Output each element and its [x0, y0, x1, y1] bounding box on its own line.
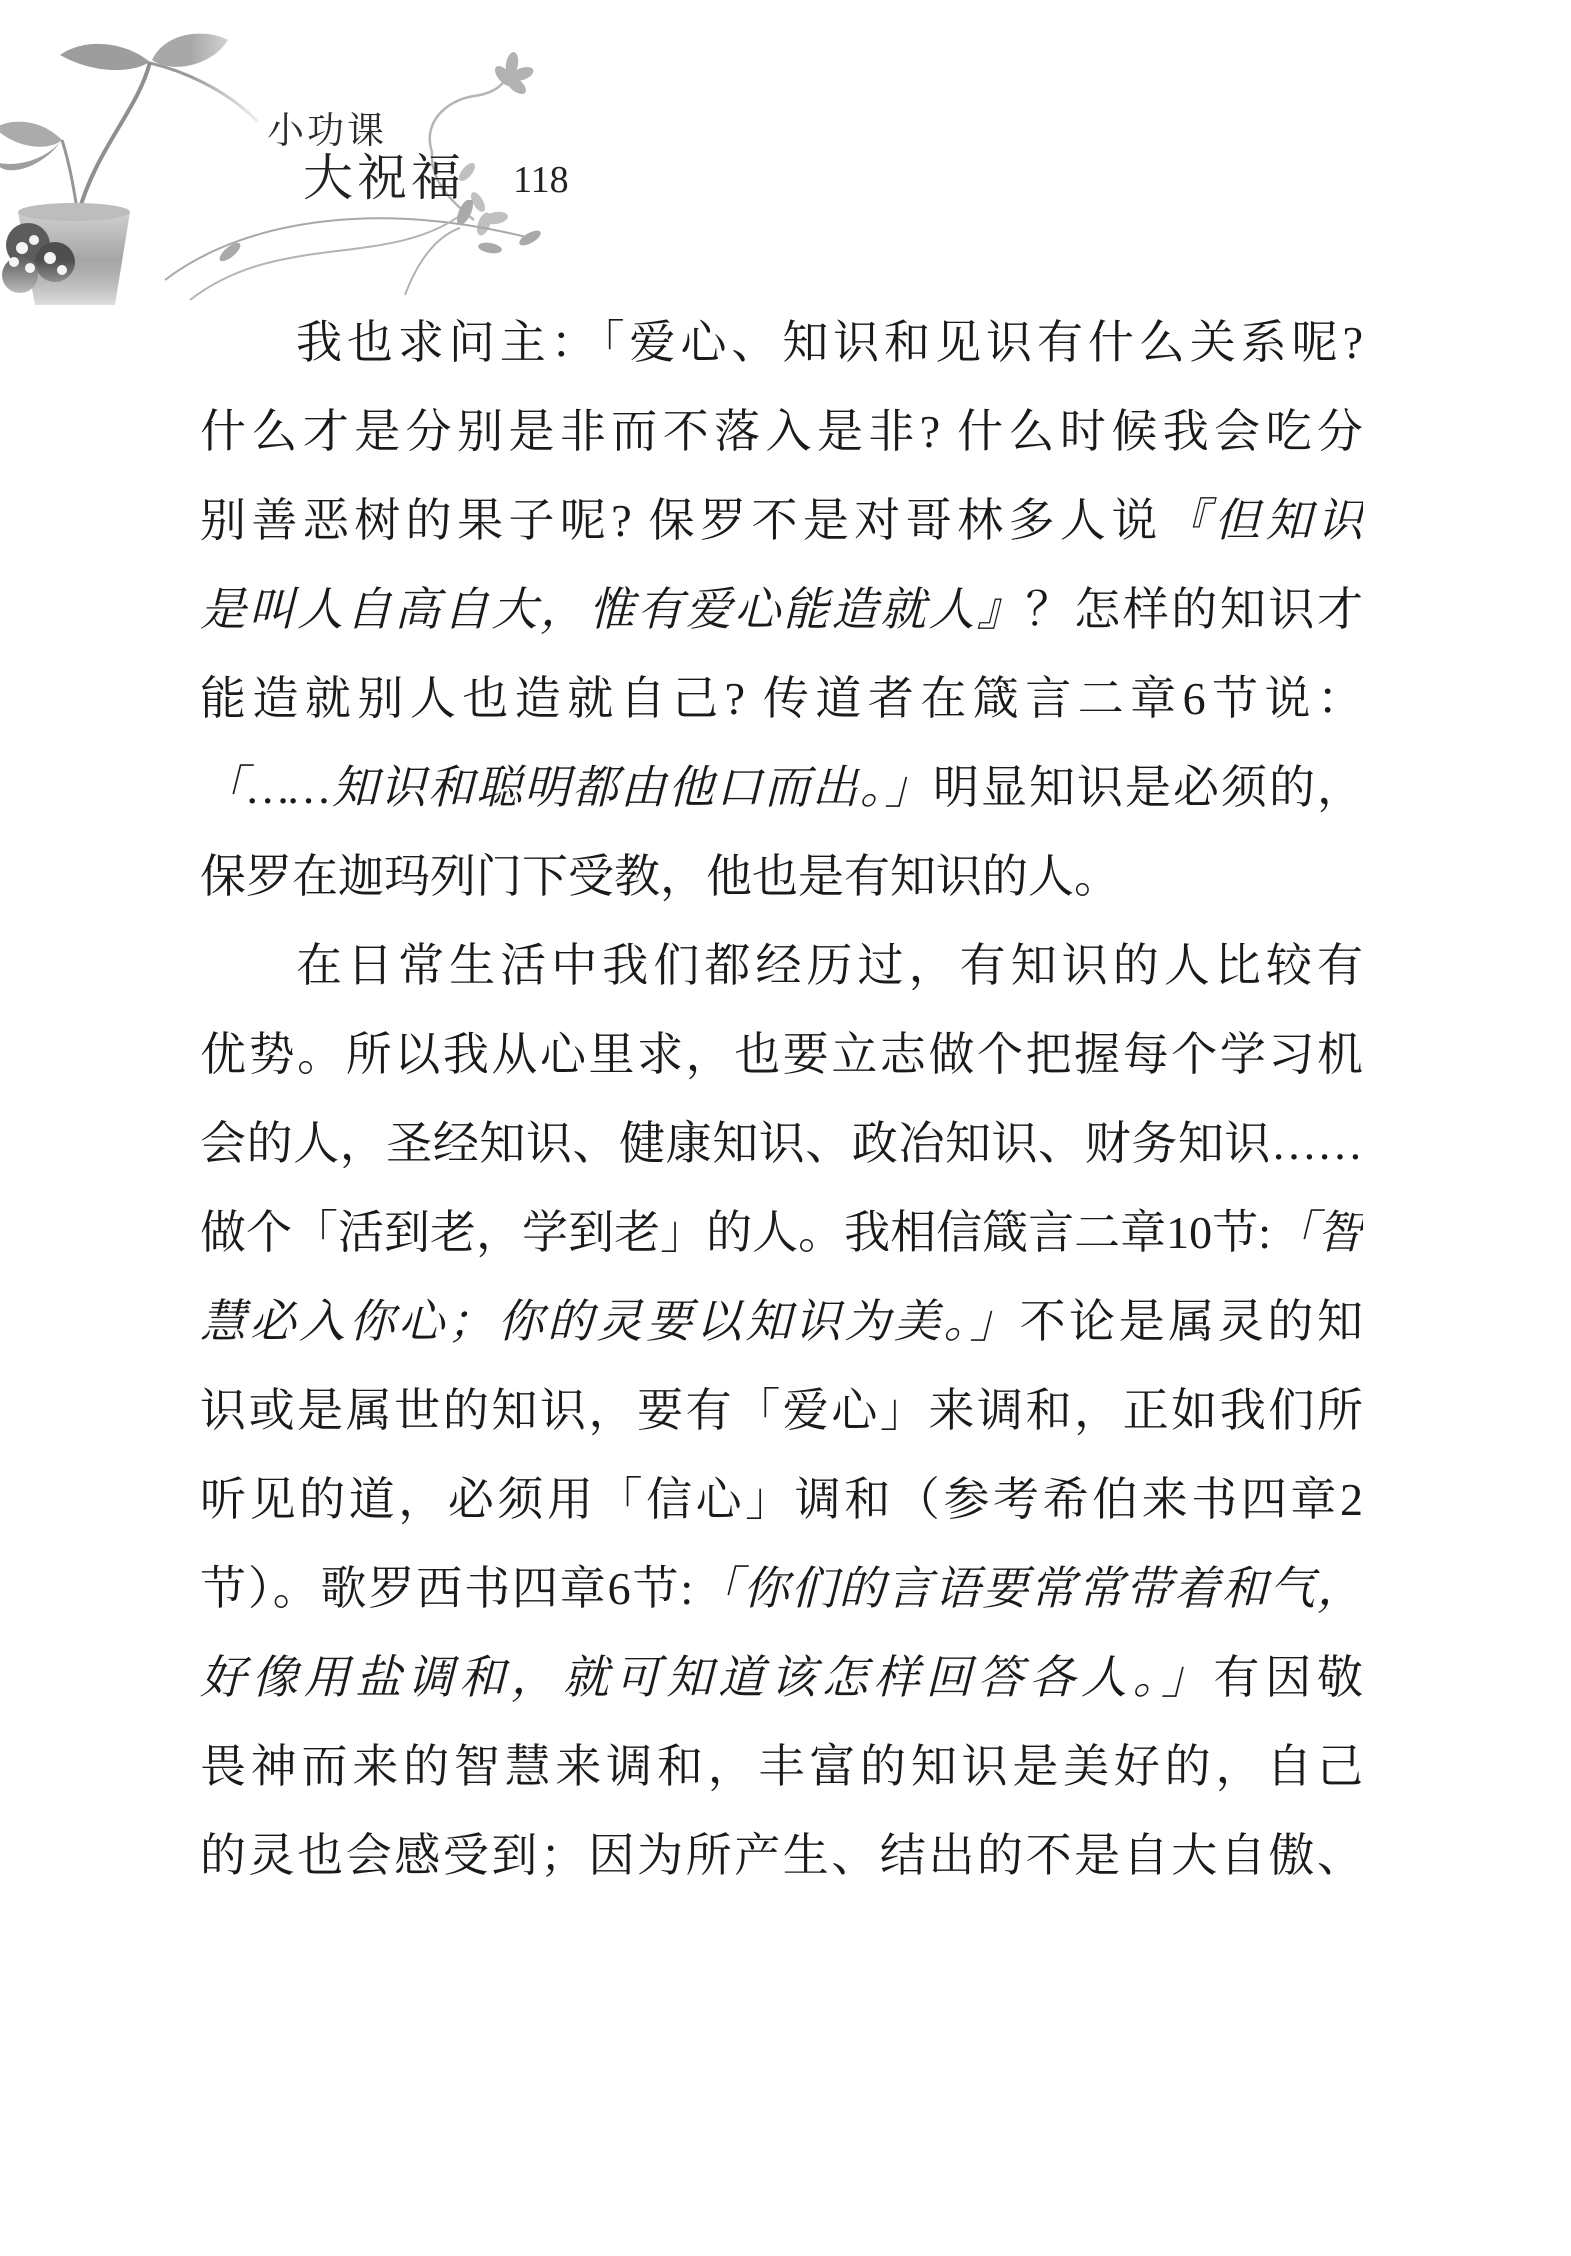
text-line	[200, 1811, 1363, 1900]
narrative-text: 能造就别人也造就自己? 传道者在箴言二章6节说：	[200, 673, 1363, 724]
narrative-text: 我也求问主：「爱心、知识和见识有什么关系呢?	[296, 317, 1363, 368]
body-text	[200, 298, 1363, 1900]
narrative-text: 听见的道，必须用「信心」调和（参考希伯来书四章2	[200, 1474, 1363, 1525]
narrative-text: 识或是属世的知识，要有「爱心」来调和，正如我们所	[200, 1385, 1363, 1436]
narrative-text: 不论是属灵的知	[1019, 1296, 1363, 1347]
scripture-quote-text: 「智	[1270, 1207, 1363, 1258]
text-line	[200, 1188, 1363, 1277]
book-title: 大祝福	[303, 150, 465, 206]
text-line	[200, 1366, 1363, 1455]
scripture-quote-text: 「你们的言语要常常带着和气，	[693, 1563, 1363, 1614]
text-line	[200, 1544, 1363, 1633]
text-line	[200, 921, 1363, 1010]
narrative-text: 保罗在迦玛列门下受教，他也是有知识的人。	[200, 851, 1120, 902]
page-number: 118	[513, 159, 569, 201]
narrative-text: 会的人，圣经知识、健康知识、政冶知识、财务知识……	[200, 1118, 1363, 1169]
narrative-text: 在日常生活中我们都经历过，有知识的人比较有	[296, 940, 1363, 991]
text-line	[200, 654, 1363, 743]
narrative-text: 节）。歌罗西书四章6节:	[200, 1563, 694, 1614]
text-line	[200, 476, 1363, 565]
book-subtitle: 小功课	[267, 110, 387, 151]
text-line	[200, 1277, 1363, 1366]
narrative-text: 的灵也会感受到；因为所产生、结出的不是自大自傲、	[200, 1830, 1363, 1881]
text-line	[200, 1455, 1363, 1544]
narrative-text: 做个「活到老，学到老」的人。我相信箴言二章10节:	[200, 1207, 1271, 1258]
scripture-quote-text: 『但知识	[1162, 495, 1363, 546]
text-line	[200, 298, 1363, 387]
narrative-text: 畏神而来的智慧来调和，丰富的知识是美好的，自己	[200, 1741, 1363, 1792]
narrative-text: ？怎样的知识才	[1025, 584, 1363, 635]
narrative-text: 有因敬	[1213, 1652, 1363, 1703]
text-line	[200, 1722, 1363, 1811]
scripture-quote-text: 慧必入你心；你的灵要以知识为美。」	[200, 1296, 1020, 1347]
text-line	[200, 1099, 1363, 1188]
text-line	[200, 1010, 1363, 1099]
narrative-text: 别善恶树的果子呢? 保罗不是对哥林多人说	[200, 495, 1163, 546]
text-line	[200, 832, 1363, 921]
text-line	[200, 1633, 1363, 1722]
narrative-text: 什么才是分别是非而不落入是非? 什么时候我会吃分	[200, 406, 1363, 457]
narrative-text: 明显知识是必须的，	[932, 762, 1363, 813]
vine-swirl-icon	[160, 200, 560, 310]
scripture-quote-text: 「……知识和聪明都由他口而出。」	[200, 762, 933, 813]
text-line	[200, 743, 1363, 832]
scripture-quote-text: 好像用盐调和，就可知道该怎样回答各人。」	[200, 1652, 1214, 1703]
text-line	[200, 565, 1363, 654]
scripture-quote-text: 是叫人自高自大，惟有爱心能造就人』	[200, 584, 1026, 635]
narrative-text: 优势。所以我从心里求，也要立志做个把握每个学习机	[200, 1029, 1363, 1080]
text-line	[200, 387, 1363, 476]
